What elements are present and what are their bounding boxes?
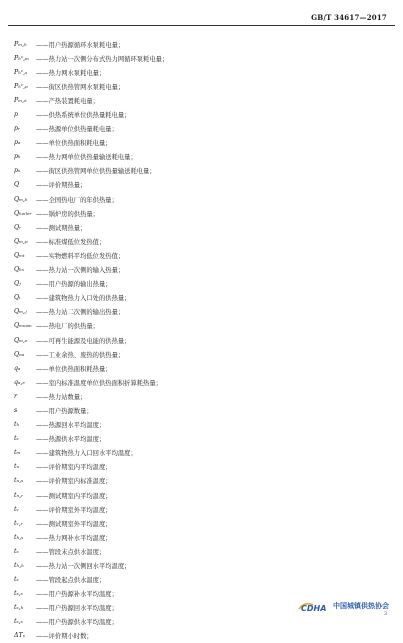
symbol-description: ——用户热源的输出热量； bbox=[36, 281, 112, 289]
header-rule bbox=[8, 25, 395, 26]
symbol: r bbox=[14, 392, 18, 400]
symbol: tₙ,ₛ bbox=[14, 477, 24, 485]
definition-row bbox=[14, 530, 374, 544]
symbol: pᵣ bbox=[14, 125, 21, 133]
definition-row bbox=[14, 164, 374, 178]
symbol-description: ——室内标准温度单位供热面积折算耗热量； bbox=[36, 379, 162, 387]
symbol-description: ——热力站一次侧回水平均温度； bbox=[36, 563, 131, 571]
symbol-description: ——街区供热管网单位供热量输送耗电量； bbox=[36, 168, 156, 176]
definition-row bbox=[14, 573, 374, 587]
symbol: pₛ bbox=[14, 167, 21, 175]
logo-text: 中国城镇供热协会 bbox=[333, 602, 389, 610]
symbol: Qₕₛ bbox=[14, 266, 25, 274]
symbol: tₛ,ₕ bbox=[14, 604, 24, 612]
symbol-description: ——热源回水平均温度； bbox=[36, 422, 106, 430]
symbol-description: ——热电厂的供热量； bbox=[36, 323, 99, 331]
standard-code: GB/T 34617—2017 bbox=[311, 13, 387, 22]
symbol: Qₘₙₒₘ bbox=[14, 322, 32, 330]
symbol: Pₘ,ₑ bbox=[14, 96, 27, 104]
definition-row bbox=[14, 361, 374, 375]
symbol-description: ——街区供热管网水泵耗电量； bbox=[36, 83, 125, 91]
definition-row bbox=[14, 37, 374, 51]
symbol-description: ——用户热源循环水泵耗电量； bbox=[36, 41, 125, 49]
symbol-description: ——评价期室内标准温度； bbox=[36, 478, 112, 486]
symbol: tₙ bbox=[14, 463, 20, 471]
symbol-description: ——建筑物热力入口处的供热量； bbox=[36, 295, 131, 303]
definition-row bbox=[14, 432, 374, 446]
symbol-description: ——单位供热面积耗热量； bbox=[36, 365, 112, 373]
symbol-description: ——全国热电厂的年供热量； bbox=[36, 196, 118, 204]
definition-row bbox=[14, 220, 374, 234]
symbol-description: ——评价期小时数； bbox=[36, 633, 93, 641]
symbol-description: ——锅炉房的供热量； bbox=[36, 210, 99, 218]
symbol: Pₕᶜ,ₚ bbox=[14, 82, 28, 90]
definition-row bbox=[14, 389, 374, 403]
definition-row bbox=[14, 178, 374, 192]
symbol-description: ——标准煤低位发热值； bbox=[36, 238, 106, 246]
definition-row bbox=[14, 122, 374, 136]
symbol: s bbox=[14, 406, 18, 414]
symbol: pₕ bbox=[14, 153, 21, 161]
definition-row bbox=[14, 488, 374, 502]
symbol: Qₘ,ⱼ bbox=[14, 308, 27, 316]
symbol: tₛ,ₛ bbox=[14, 590, 23, 598]
definition-row bbox=[14, 418, 374, 432]
page-number: 3 bbox=[383, 611, 387, 617]
definition-row bbox=[14, 544, 374, 558]
symbol: pₐ bbox=[14, 139, 21, 147]
symbol: Pₕᶜ,ₘ bbox=[14, 54, 30, 62]
symbol: qₐ bbox=[14, 364, 21, 372]
symbol-description: ——热力站数量； bbox=[36, 393, 87, 401]
symbol: tₕ,ₕ bbox=[14, 562, 24, 570]
symbol-description: ——热力站二次侧的输出热量； bbox=[36, 309, 125, 317]
symbol-description: ——评价期热量； bbox=[36, 182, 87, 190]
definition-row bbox=[14, 319, 374, 333]
symbol-description: ——用户热源回水平均温度； bbox=[36, 605, 118, 613]
symbol-description: ——单位供热面积耗电量； bbox=[36, 140, 112, 148]
symbol-description: ——产热装置耗电量； bbox=[36, 97, 99, 105]
symbol: Qₘ,ₑ bbox=[14, 336, 28, 344]
cdha-logo-icon bbox=[297, 599, 331, 613]
symbol: Pₘ,ₕ bbox=[14, 40, 27, 48]
symbol-description: ——热源供水平均温度； bbox=[36, 436, 106, 444]
symbol-description: ——管段末点供水温度； bbox=[36, 548, 106, 556]
definition-row bbox=[14, 93, 374, 107]
symbol-description: ——用户热源数量； bbox=[36, 407, 93, 415]
symbol: Q bbox=[14, 181, 20, 189]
definition-row bbox=[14, 474, 374, 488]
symbol-description: ——热力站一次侧分布式热力网循环泵耗电量； bbox=[36, 55, 169, 63]
symbol-description: ——用户热源补水平均温度； bbox=[36, 591, 118, 599]
symbol: Qₘ,ₚ bbox=[14, 237, 28, 245]
symbol-description: ——实物燃料平均低位发热值； bbox=[36, 252, 125, 260]
definition-row bbox=[14, 234, 374, 248]
symbol: Qⱼ bbox=[14, 280, 21, 288]
symbol-description: ——热力网单位供热量输送耗电量； bbox=[36, 154, 137, 162]
definition-row bbox=[14, 192, 374, 206]
symbol-description: ——热源单位供热量耗电量； bbox=[36, 126, 118, 134]
symbol: Qᵢ bbox=[14, 294, 21, 302]
symbol: Qₘₜ bbox=[14, 251, 25, 259]
symbol: qₐ,ₑ bbox=[14, 378, 25, 386]
logo-mark-text: CDHA bbox=[301, 604, 327, 613]
symbol-description: ——可再生能源及电能的供热量； bbox=[36, 337, 131, 345]
definition-row bbox=[14, 558, 374, 572]
definition-row bbox=[14, 615, 374, 629]
symbol-description: ——建筑物热力入口回水平均温度； bbox=[36, 450, 137, 458]
definition-row bbox=[14, 277, 374, 291]
definition-row bbox=[14, 263, 374, 277]
symbol: Pₕᶜ,ₛ bbox=[14, 68, 28, 76]
definition-row bbox=[14, 347, 374, 361]
symbol-description: ——评价期室外平均温度； bbox=[36, 506, 112, 514]
symbol: tₙ,ᵣ bbox=[14, 491, 24, 499]
definition-row bbox=[14, 51, 374, 65]
definition-row bbox=[14, 150, 374, 164]
symbol: Qₕₒᵢₗₑᵣ bbox=[14, 209, 32, 217]
definition-row bbox=[14, 403, 374, 417]
definition-row bbox=[14, 446, 374, 460]
definition-row bbox=[14, 305, 374, 319]
symbol-description: ——热力站一次侧的输入热量； bbox=[36, 267, 125, 275]
symbol: ΔTₓ bbox=[14, 632, 25, 640]
symbol: tₘ bbox=[14, 449, 21, 457]
definition-row bbox=[14, 65, 374, 79]
symbol: tₛ bbox=[14, 435, 19, 443]
definition-row bbox=[14, 460, 374, 474]
symbol: tₛ,ₛ bbox=[14, 618, 23, 626]
symbol-description: ——用户热源供水平均温度； bbox=[36, 619, 118, 627]
symbol: Qₘ,ₕ bbox=[14, 195, 28, 203]
symbol-description: ——供热系统单位供热量耗电量； bbox=[36, 112, 131, 120]
symbol-description: ——测试期室外平均温度； bbox=[36, 520, 112, 528]
symbol: Qₙₐ bbox=[14, 350, 25, 358]
definition-row bbox=[14, 629, 374, 643]
definition-row bbox=[14, 107, 374, 121]
symbol-description: ——热力网水泵耗电量； bbox=[36, 69, 106, 77]
definition-row bbox=[14, 79, 374, 93]
footer-logo bbox=[297, 599, 389, 613]
definition-row bbox=[14, 502, 374, 516]
symbol-description: ——热力网补水平均温度； bbox=[36, 534, 112, 542]
definition-row bbox=[14, 206, 374, 220]
symbol: tᵥ bbox=[14, 505, 19, 513]
symbol: p bbox=[14, 111, 19, 119]
symbol: tₕ bbox=[14, 421, 20, 429]
symbol-description: ——测试期室内平均温度； bbox=[36, 492, 112, 500]
symbol: tₛ bbox=[14, 576, 19, 584]
symbol-description: ——工业余热、废热的供热量； bbox=[36, 351, 125, 359]
symbol: tₕ,ₛ bbox=[14, 533, 24, 541]
symbol-list bbox=[14, 37, 374, 643]
symbol: tᵥ,ᵣ bbox=[14, 519, 24, 527]
symbol: Qᵣ bbox=[14, 223, 22, 231]
definition-row bbox=[14, 375, 374, 389]
symbol: tₛ bbox=[14, 547, 19, 555]
symbol-description: ——评价期室内平均温度； bbox=[36, 464, 112, 472]
definition-row bbox=[14, 516, 374, 530]
symbol-description: ——测试期热量； bbox=[36, 224, 87, 232]
definition-row bbox=[14, 291, 374, 305]
definition-row bbox=[14, 248, 374, 262]
symbol-description: ——管段起点供水温度； bbox=[36, 577, 106, 585]
definition-row bbox=[14, 136, 374, 150]
definition-row bbox=[14, 333, 374, 347]
